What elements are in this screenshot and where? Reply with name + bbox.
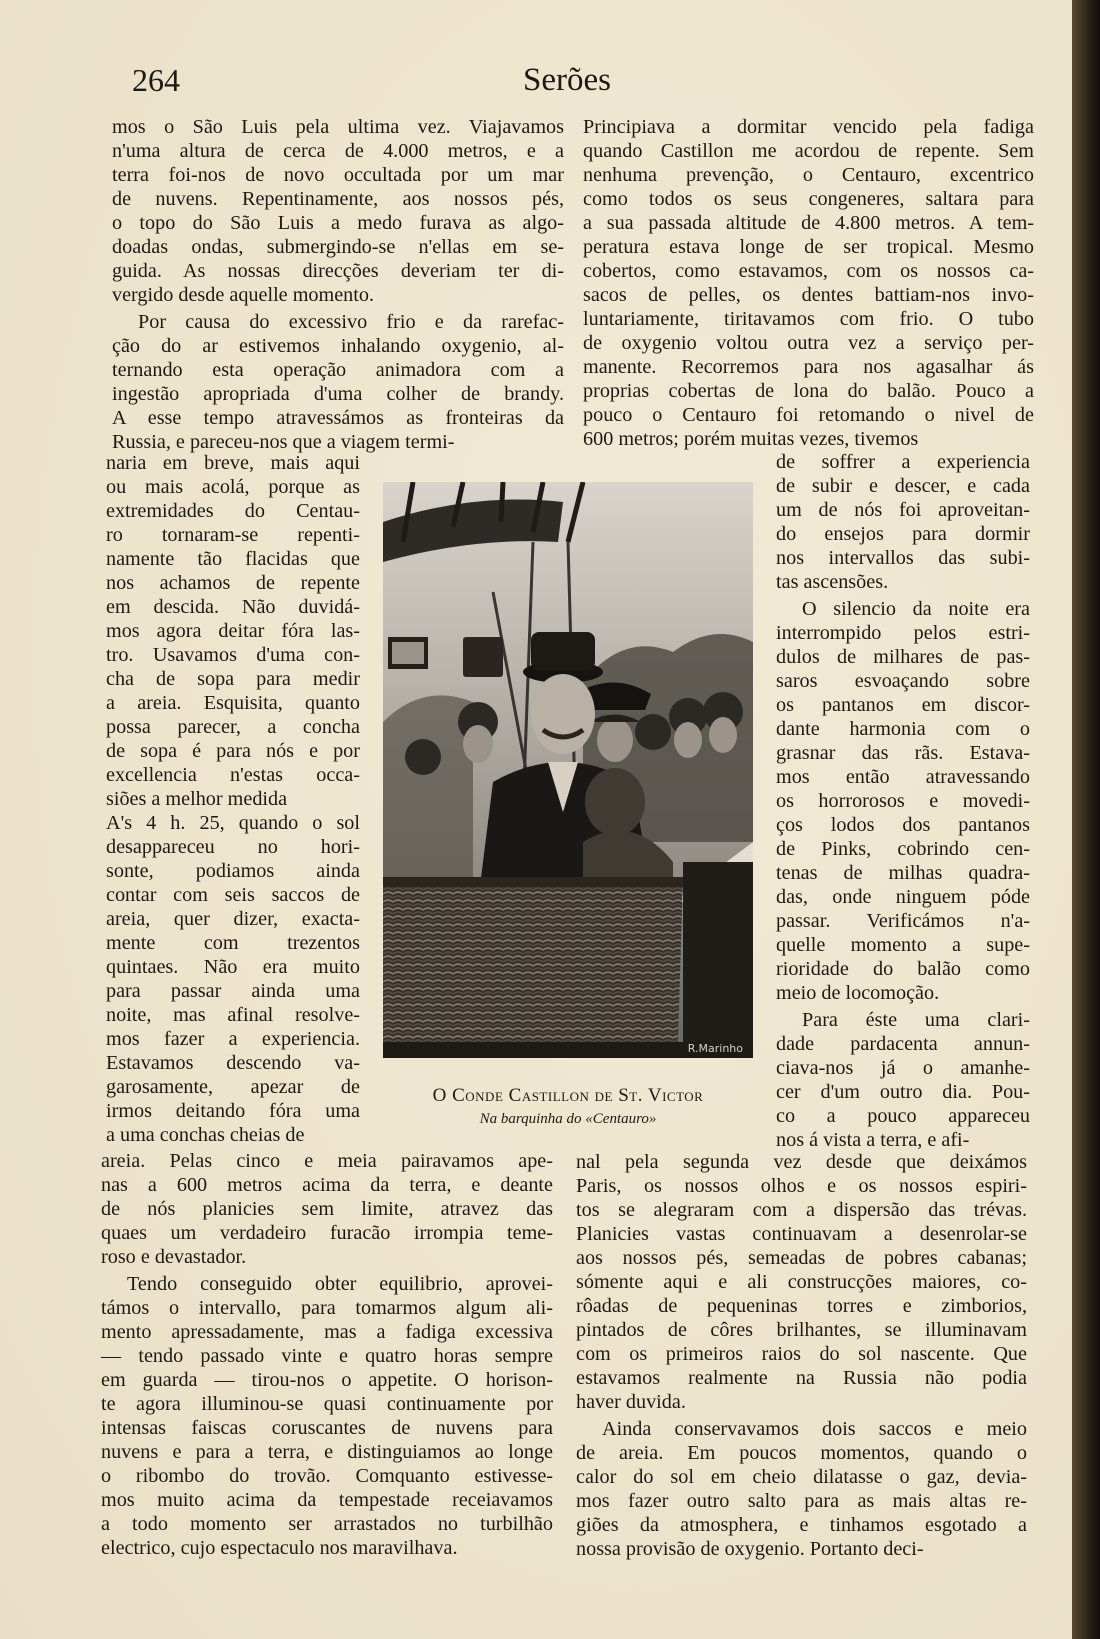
text-line: peratura estava longe de ser tropical. Mesmo bbox=[583, 236, 1034, 258]
balloon-photograph bbox=[383, 482, 753, 1058]
text-line: um de nós foi aproveitan- bbox=[776, 499, 1030, 521]
text-line: em guarda — tirou-nos o appetite. O horison- bbox=[101, 1369, 553, 1391]
figure-subcaption: Na barquinha do «Centauro» bbox=[479, 1111, 657, 1127]
text-line: nos á vista a terra, e afi- bbox=[776, 1129, 970, 1151]
text-line: nos achamos de repente bbox=[106, 572, 360, 594]
text-line: a areia. Esquisita, quanto bbox=[106, 692, 360, 714]
text-line: de oxygenio voltou outra vez a serviço per- bbox=[583, 332, 1034, 354]
text-line: mento apressadamente, mas a fadiga excessiva bbox=[101, 1321, 553, 1343]
text-line: de nuvens. Repentinamente, aos nossos pés, bbox=[112, 188, 564, 210]
text-line: nuvens e para a terra, e distinguiamos ao longe bbox=[101, 1441, 553, 1463]
running-title: Serões bbox=[523, 62, 611, 98]
text-line: mos muito acima da tempestade receiavamos bbox=[101, 1489, 553, 1511]
text-line: das, onde ninguem póde bbox=[776, 886, 1030, 908]
text-line: rioridade do balão como bbox=[776, 958, 1030, 980]
text-line: a todo momento ser arrastados no turbilhão bbox=[101, 1513, 553, 1535]
text-line: mos então atravessando bbox=[776, 766, 1030, 788]
text-line: quando Castillon me acordou de repente. Sem bbox=[583, 140, 1034, 162]
text-line: ternando esta operação animadora com a bbox=[112, 359, 564, 381]
text-line: sómente aqui e ali construcções maiores, co- bbox=[576, 1271, 1027, 1293]
text-line: luntariamente, tiritavamos com frio. O tubo bbox=[583, 308, 1034, 330]
text-line: Estavamos descendo va- bbox=[106, 1052, 360, 1074]
text-line: intensas faiscas coruscantes de nuvens para bbox=[101, 1417, 553, 1439]
text-line: tas ascensões. bbox=[776, 571, 889, 593]
text-line: nenhuma prevenção, o Centauro, excentrico bbox=[583, 164, 1034, 186]
text-line: dulos de milhares de pas- bbox=[776, 646, 1030, 668]
text-line: quelle momento a supe- bbox=[776, 934, 1030, 956]
text-line: Para éste uma clari- bbox=[802, 1009, 1030, 1031]
text-line: Por causa do excessivo frio e da rarefac- bbox=[138, 311, 564, 333]
text-line: meio de locomoção. bbox=[776, 982, 940, 1004]
text-line: como todos os seus congeneres, saltara para bbox=[583, 188, 1034, 210]
text-line: mos fazer outro salto para as mais altas re- bbox=[576, 1490, 1027, 1512]
text-line: calor do sol em cheio dilatasse o gaz, devia- bbox=[576, 1466, 1027, 1488]
text-line: Paris, os nossos olhos e os nossos espiri- bbox=[576, 1175, 1027, 1197]
text-line: Ainda conservavamos dois saccos e meio bbox=[602, 1418, 1027, 1440]
text-line: estavamos realmente na Russia não podia bbox=[576, 1367, 1027, 1389]
page-number: 264 bbox=[132, 62, 180, 98]
text-line: O silencio da noite era bbox=[802, 598, 1030, 620]
text-line: — tendo passado vinte e quatro horas sempre bbox=[101, 1345, 553, 1367]
text-line: electrico, cujo espectaculo nos maravilhava. bbox=[101, 1537, 458, 1559]
text-line: rôadas de pequeninas torres e zimborios, bbox=[576, 1295, 1027, 1317]
text-line: tos se alegraram com a dispersão das trévas. bbox=[576, 1199, 1027, 1221]
text-line: a sua passada altitude de 4.800 metros. A tem- bbox=[583, 212, 1034, 234]
figure-caption: O Conde Castillon de St. Victor bbox=[432, 1085, 704, 1106]
text-line: quintaes. Não era muito bbox=[106, 956, 360, 978]
text-line: irmos deitando fóra uma bbox=[106, 1100, 360, 1122]
text-line: haver duvida. bbox=[576, 1391, 686, 1413]
text-line: co a pouco appareceu bbox=[776, 1105, 1030, 1127]
text-line: ciava-nos já o amanhe- bbox=[776, 1057, 1030, 1079]
text-line: os horrorosos e movedi- bbox=[776, 790, 1030, 812]
text-line: passar. Verificámos n'a- bbox=[776, 910, 1030, 932]
text-line: dade pardacenta annun- bbox=[776, 1033, 1030, 1055]
text-line: Principiava a dormitar vencido pela fadiga bbox=[583, 116, 1034, 138]
text-line: Russia, e pareceu-nos que a viagem termi- bbox=[112, 431, 455, 453]
right-column-wrap bbox=[776, 450, 1030, 1152]
text-line: excellencia n'estas occa- bbox=[106, 764, 360, 786]
text-line: extremidades do Centau- bbox=[106, 500, 360, 522]
text-line: cha de sopa para medir bbox=[106, 668, 360, 690]
text-line: de soffrer a experiencia bbox=[776, 451, 1030, 473]
text-line: Tendo conseguido obter equilibrio, aprovei- bbox=[127, 1273, 553, 1295]
text-line: sacos de pelles, os dentes battiam-nos invo- bbox=[583, 284, 1034, 306]
text-line: os pantanos em discor- bbox=[776, 694, 1030, 716]
text-line: n'uma altura de cerca de 4.000 metros, e a bbox=[112, 140, 564, 162]
photo-signature: R.Marinho bbox=[687, 1042, 743, 1055]
text-line: A esse tempo atravessámos as fronteiras da bbox=[112, 407, 564, 429]
text-line: proprias cobertas de lona do balão. Pouco a bbox=[583, 380, 1034, 402]
text-line: sonte, podiamos ainda bbox=[106, 860, 360, 882]
text-line: vergido desde aquelle momento. bbox=[112, 284, 374, 306]
text-line: de areia. Em poucos momentos, quando o bbox=[576, 1442, 1027, 1464]
text-line: contar com seis saccos de bbox=[106, 884, 360, 906]
text-line: nal pela segunda vez desde que deixámos bbox=[576, 1151, 1027, 1173]
text-line: pouco o Centauro foi retomando o nivel de bbox=[583, 404, 1034, 426]
text-line: giões da atmosphera, e tinhamos esgotado a bbox=[576, 1514, 1027, 1536]
text-line: A's 4 h. 25, quando o sol bbox=[106, 812, 360, 834]
text-line: mos fazer a experiencia. bbox=[106, 1028, 360, 1050]
text-line: mos agora deitar fóra las- bbox=[106, 620, 360, 642]
text-line: grasnar das rãs. Estava- bbox=[776, 742, 1030, 764]
text-line: areia. Pelas cinco e meia pairavamos ape- bbox=[101, 1150, 553, 1172]
text-line: roso e devastador. bbox=[101, 1246, 247, 1268]
text-line: manente. Recorremos para nos agasalhar ás bbox=[583, 356, 1034, 378]
text-line: interrompido pelos estri- bbox=[776, 622, 1030, 644]
text-line: siões a melhor medida bbox=[106, 788, 288, 810]
left-column-top bbox=[112, 115, 564, 454]
text-line: a uma conchas cheias de bbox=[106, 1124, 305, 1146]
text-line: de Pinks, cobrindo cen- bbox=[776, 838, 1030, 860]
text-line: ção do ar estivemos inhalando oxygenio, al- bbox=[112, 335, 564, 357]
text-line: naria em breve, mais aqui bbox=[106, 452, 360, 474]
text-line: em descida. Não duvidá- bbox=[106, 596, 360, 618]
text-line: garosamente, apezar de bbox=[106, 1076, 360, 1098]
text-line: ços lodos dos pantanos bbox=[776, 814, 1030, 836]
text-line: nas a 600 metros acima da terra, e deante bbox=[101, 1174, 553, 1196]
text-line: tro. Usavamos d'uma con- bbox=[106, 644, 360, 666]
text-line: com os primeiros raios do sol nascente. Que bbox=[576, 1343, 1027, 1365]
text-line: quaes um verdadeiro furacão irrompia teme- bbox=[101, 1222, 553, 1244]
text-line: de sopa é para nós e por bbox=[106, 740, 360, 762]
text-line: pintados de côres brilhantes, se illuminavam bbox=[576, 1319, 1027, 1341]
text-line: cobertos, como estavamos, com os nossos ca- bbox=[583, 260, 1034, 282]
text-line: Planicies vastas continuavam a desenrolar-se bbox=[576, 1223, 1027, 1245]
text-line: possa parecer, a concha bbox=[106, 716, 360, 738]
text-line: ingestão apropriada d'uma colher de brandy. bbox=[112, 383, 564, 405]
page-edge bbox=[1072, 0, 1100, 1639]
text-line: namente tão flacidas que bbox=[106, 548, 360, 570]
text-line: do ensejos para dormir bbox=[776, 523, 1030, 545]
text-line: mos o São Luis pela ultima vez. Viajavamos bbox=[112, 116, 564, 138]
text-line: cer d'um outro dia. Pou- bbox=[776, 1081, 1030, 1103]
text-line: tenas de milhas quadra- bbox=[776, 862, 1030, 884]
text-line: o ribombo do trovão. Comquanto estivesse- bbox=[101, 1465, 553, 1487]
text-line: de subir e descer, e cada bbox=[776, 475, 1030, 497]
text-line: 600 metros; porém muitas vezes, tivemos bbox=[583, 428, 919, 450]
text-line: areia, quer dizer, exacta- bbox=[106, 908, 360, 930]
text-line: para passar ainda uma bbox=[106, 980, 360, 1002]
text-line: desappareceu no hori- bbox=[106, 836, 360, 858]
left-column-bottom bbox=[101, 1149, 553, 1560]
text-line: ou mais acolá, porque as bbox=[106, 476, 360, 498]
left-column-wrap bbox=[106, 451, 360, 1147]
text-line: te agora illuminou-se quasi continuamente por bbox=[101, 1393, 553, 1415]
text-line: dante harmonia com o bbox=[776, 718, 1030, 740]
text-line: nos intervallos das subi- bbox=[776, 547, 1030, 569]
text-line: guida. As nossas direcções deveriam ter di- bbox=[112, 260, 564, 282]
text-line: de nós planicies sem limite, atravez das bbox=[101, 1198, 553, 1220]
text-line: saros esvoaçando sobre bbox=[776, 670, 1030, 692]
text-line: aos nossos pés, semeadas de pobres cabanas; bbox=[576, 1247, 1027, 1269]
text-line: ro tornaram-se repenti- bbox=[106, 524, 360, 546]
text-line: o topo do São Luis a medo furava as algo- bbox=[112, 212, 564, 234]
text-line: nossa provisão de oxygenio. Portanto deci- bbox=[576, 1538, 924, 1560]
text-line: mente com trezentos bbox=[106, 932, 360, 954]
text-line: doadas ondas, submergindo-se n'ellas em se- bbox=[112, 236, 564, 258]
text-line: noite, mas afinal resolve- bbox=[106, 1004, 360, 1026]
right-column-top bbox=[583, 115, 1034, 451]
text-line: terra foi-nos de novo occultada por um mar bbox=[112, 164, 564, 186]
text-line: támos o intervallo, para tomarmos algum ali- bbox=[101, 1297, 553, 1319]
right-column-bottom bbox=[576, 1150, 1027, 1561]
